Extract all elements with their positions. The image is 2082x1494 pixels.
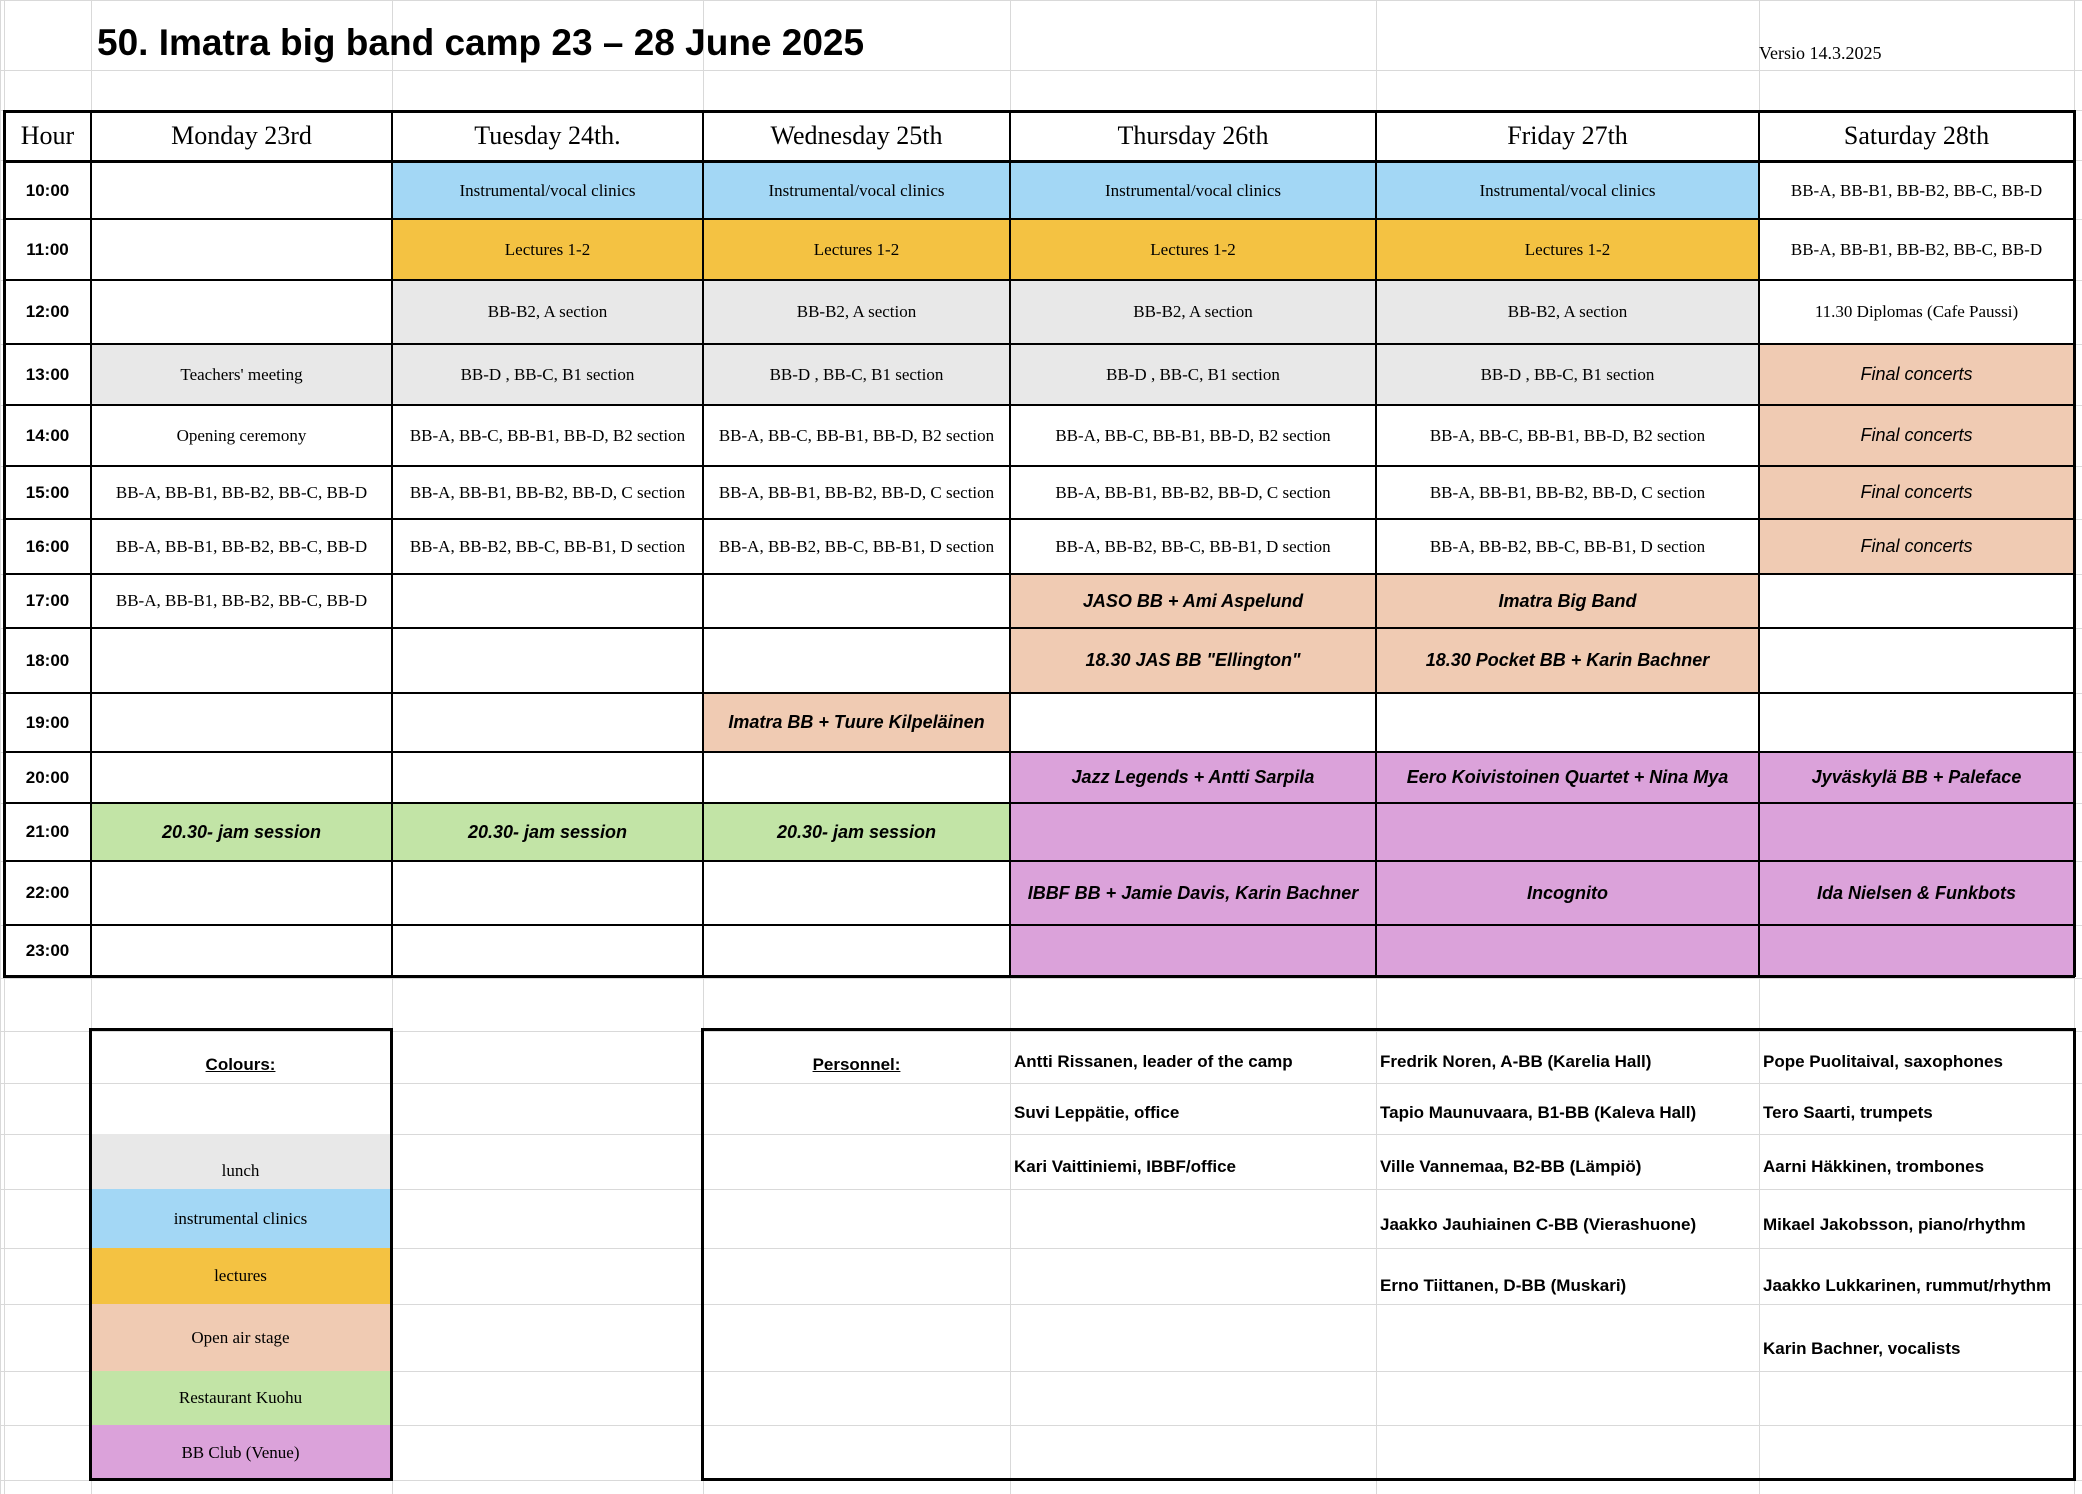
schedule-cell (1759, 574, 2074, 628)
schedule-cell: Instrumental/vocal clinics (703, 163, 1010, 219)
schedule-cell: BB-A, BB-C, BB-B1, BB-D, B2 section (718, 425, 995, 445)
schedule-cell: BB-A, BB-B1, BB-B2, BB-C, BB-D (115, 536, 368, 556)
hour-label: 16:00 (25, 536, 70, 556)
schedule-cell (91, 861, 392, 925)
legend-border-right (390, 1028, 393, 1480)
day-header: Thursday 26th (1117, 121, 1269, 150)
schedule-cell (1376, 925, 1759, 976)
schedule-cell: 20.30- jam session (703, 803, 1010, 861)
schedule-cell: BB-D , BB-C, B1 section (392, 344, 703, 405)
schedule-cell: Lectures 1-2 (1010, 219, 1376, 280)
schedule-cell (703, 925, 1010, 976)
schedule-cell: Final concerts (1759, 519, 2074, 574)
hour-label: 22:00 (25, 883, 70, 902)
schedule-cell: Jazz Legends + Antti Sarpila (1010, 752, 1376, 803)
schedule-cell: BB-B2, A section (392, 280, 703, 344)
row-divider (4, 924, 2074, 926)
hour-label: 20:00 (25, 767, 70, 787)
column-divider (2073, 110, 2076, 977)
schedule-cell (392, 693, 703, 752)
row-divider (4, 465, 2074, 467)
schedule-cell: BB-D , BB-C, B1 section (1010, 344, 1376, 405)
schedule-cell: BB-A, BB-B1, BB-B2, BB-D, C section (409, 482, 686, 502)
schedule-cell: BB-A, BB-B2, BB-C, BB-B1, D section (718, 536, 995, 556)
schedule-cell: Imatra Big Band (1376, 574, 1759, 628)
schedule-cell (1759, 803, 2074, 861)
personnel-entry: Erno Tiittanen, D-BB (Muskari) (1380, 1276, 1627, 1295)
schedule-cell: Ida Nielsen & Funkbots (1759, 861, 2074, 925)
schedule-cell: BB-B2, A section (703, 280, 1010, 344)
schedule-cell (1010, 803, 1376, 861)
schedule-cell: Eero Koivistoinen Quartet + Nina Mya (1376, 752, 1759, 803)
row-divider (4, 627, 2074, 629)
schedule-cell: BB-A, BB-B1, BB-B2, BB-C, BB-D (115, 591, 368, 610)
row-divider (4, 692, 2074, 694)
schedule-cell (91, 925, 392, 976)
schedule-cell: BB-A, BB-B1, BB-B2, BB-D, C section (1055, 482, 1331, 502)
schedule-cell (392, 861, 703, 925)
legend-item-lunch: lunch (90, 1134, 391, 1189)
schedule-cell: 20.30- jam session (91, 803, 392, 861)
column-divider (1009, 110, 1011, 977)
personnel-entry: Suvi Leppätie, office (1014, 1103, 1180, 1122)
personnel-entry: Tero Saarti, trumpets (1763, 1103, 1933, 1122)
hour-label: 10:00 (25, 181, 70, 200)
schedule-cell (392, 574, 703, 628)
schedule-cell: BB-A, BB-B1, BB-B2, BB-C, BB-D (1790, 239, 2043, 259)
personnel-title: Personnel: (812, 1055, 901, 1074)
hour-label: 17:00 (25, 591, 70, 610)
personnel-entry: Tapio Maunuvaara, B1-BB (Kaleva Hall) (1380, 1103, 1697, 1122)
schedule-cell (91, 752, 392, 803)
personnel-border-right (2073, 1028, 2076, 1480)
schedule-cell: Instrumental/vocal clinics (392, 163, 703, 219)
schedule-cell: Incognito (1376, 861, 1759, 925)
schedule-cell: BB-B2, A section (1376, 280, 1759, 344)
grid-h-line (0, 70, 2082, 71)
column-divider (1375, 110, 1377, 977)
hour-label: 18:00 (25, 650, 70, 670)
schedule-cell: Final concerts (1759, 466, 2074, 519)
hour-label: 21:00 (25, 822, 70, 841)
schedule-cell: BB-A, BB-B2, BB-C, BB-B1, D section (1429, 536, 1706, 556)
personnel-entry: Aarni Häkkinen, trombones (1763, 1157, 1985, 1176)
legend-item-openair: Open air stage (90, 1304, 391, 1371)
schedule-cell (1010, 925, 1376, 976)
schedule-cell (392, 752, 703, 803)
schedule-cell: BB-B2, A section (1010, 280, 1376, 344)
schedule-cell: BB-A, BB-B1, BB-B2, BB-D, C section (1429, 482, 1706, 502)
hour-label: 19:00 (25, 712, 70, 732)
version-label: Versio 14.3.2025 (1759, 43, 1882, 63)
hour-column-header: Hour (20, 121, 75, 150)
schedule-cell (1759, 925, 2074, 976)
schedule-cell: JASO BB + Ami Aspelund (1010, 574, 1376, 628)
row-divider (4, 343, 2074, 345)
schedule-cell: Lectures 1-2 (392, 219, 703, 280)
schedule-cell: Imatra BB + Tuure Kilpeläinen (703, 693, 1010, 752)
personnel-entry: Antti Rissanen, leader of the camp (1014, 1052, 1293, 1071)
row-divider (4, 802, 2074, 804)
schedule-cell (91, 280, 392, 344)
row-divider (4, 860, 2074, 862)
schedule-cell: Final concerts (1759, 405, 2074, 466)
schedule-cell: BB-D , BB-C, B1 section (1376, 344, 1759, 405)
grid-h-line (0, 978, 2082, 979)
day-header: Friday 27th (1507, 121, 1628, 150)
schedule-cell (703, 752, 1010, 803)
hour-label: 15:00 (25, 482, 70, 502)
day-header: Monday 23rd (171, 121, 312, 150)
schedule-cell: BB-A, BB-B2, BB-C, BB-B1, D section (1055, 536, 1331, 556)
schedule-cell (1010, 693, 1376, 752)
schedule-cell: BB-A, BB-C, BB-B1, BB-D, B2 section (409, 425, 686, 445)
table-border-top (3, 110, 2075, 113)
schedule-cell: BB-A, BB-B1, BB-B2, BB-C, BB-D (1790, 181, 2043, 200)
legend-item-lectures: lectures (90, 1248, 391, 1304)
schedule-cell (703, 574, 1010, 628)
schedule-cell: Instrumental/vocal clinics (1376, 163, 1759, 219)
schedule-cell: 11.30 Diplomas (Cafe Paussi) (1814, 302, 2019, 321)
hour-label: 12:00 (25, 302, 70, 321)
personnel-entry: Karin Bachner, vocalists (1763, 1339, 1961, 1358)
day-header: Saturday 28th (1843, 121, 1990, 150)
schedule-cell: Final concerts (1759, 344, 2074, 405)
legend-item-clinics: instrumental clinics (90, 1189, 391, 1248)
legend-border-bottom (89, 1478, 393, 1481)
legend-border-left (89, 1028, 92, 1480)
personnel-entry: Jaakko Lukkarinen, rummut/rhythm (1763, 1276, 2052, 1295)
personnel-entry: Ville Vannemaa, B2-BB (Lämpiö) (1380, 1157, 1642, 1176)
schedule-cell (1376, 803, 1759, 861)
schedule-cell: BB-A, BB-B1, BB-B2, BB-D, C section (718, 482, 995, 502)
schedule-cell: Jyväskylä BB + Paleface (1759, 752, 2074, 803)
schedule-cell: Teachers' meeting (91, 344, 392, 405)
hour-label: 13:00 (25, 364, 70, 384)
table-border-bottom (3, 975, 2075, 978)
schedule-cell (1376, 693, 1759, 752)
row-divider (4, 404, 2074, 406)
schedule-cell: BB-A, BB-C, BB-B1, BB-D, B2 section (1429, 425, 1706, 445)
personnel-border-left (701, 1028, 704, 1480)
schedule-cell (703, 861, 1010, 925)
row-divider (4, 751, 2074, 753)
column-divider (1758, 110, 1760, 977)
legend-item-restaurant: Restaurant Kuohu (90, 1371, 391, 1425)
schedule-cell: 20.30- jam session (392, 803, 703, 861)
schedule-cell (91, 219, 392, 280)
schedule-cell (91, 163, 392, 219)
schedule-cell: Opening ceremony (176, 425, 307, 445)
row-divider (4, 218, 2074, 220)
legend-border-top (89, 1028, 393, 1031)
personnel-entry: Jaakko Jauhiainen C-BB (Vierashuone) (1380, 1215, 1697, 1234)
schedule-cell: Lectures 1-2 (703, 219, 1010, 280)
hour-label: 14:00 (25, 425, 70, 445)
day-header: Wednesday 25th (770, 121, 943, 150)
row-divider (4, 518, 2074, 520)
column-divider (90, 110, 92, 977)
schedule-cell (91, 628, 392, 693)
grid-v-line (0, 0, 1, 1494)
schedule-cell: BB-A, BB-C, BB-B1, BB-D, B2 section (1055, 425, 1331, 445)
grid-h-line (0, 1031, 2082, 1032)
row-divider (4, 279, 2074, 281)
column-divider (391, 110, 393, 977)
personnel-border-bottom (701, 1478, 2076, 1481)
legend-item-club: BB Club (Venue) (90, 1425, 391, 1480)
schedule-cell: 18.30 JAS BB "Ellington" (1010, 628, 1376, 693)
schedule-cell: BB-A, BB-B2, BB-C, BB-B1, D section (409, 536, 686, 556)
personnel-entry: Fredrik Noren, A-BB (Karelia Hall) (1380, 1052, 1652, 1071)
schedule-cell (392, 628, 703, 693)
schedule-cell: Instrumental/vocal clinics (1010, 163, 1376, 219)
schedule-cell: 18.30 Pocket BB + Karin Bachner (1376, 628, 1759, 693)
schedule-cell (392, 925, 703, 976)
schedule-cell: IBBF BB + Jamie Davis, Karin Bachner (1010, 861, 1376, 925)
schedule-cell (703, 628, 1010, 693)
day-header: Tuesday 24th. (474, 121, 621, 150)
personnel-border-top (701, 1028, 2076, 1031)
column-divider (702, 110, 704, 977)
page-title: 50. Imatra big band camp 23 – 28 June 2025 (97, 22, 865, 63)
hour-label: 11:00 (26, 239, 69, 259)
header-underline (3, 160, 2075, 163)
column-divider (3, 110, 6, 977)
personnel-entry: Mikael Jakobsson, piano/rhythm (1763, 1215, 2026, 1234)
legend-title: Colours: (205, 1055, 276, 1074)
personnel-entry: Kari Vaittiniemi, IBBF/office (1014, 1157, 1236, 1176)
schedule-cell: BB-A, BB-B1, BB-B2, BB-C, BB-D (115, 482, 368, 502)
hour-label: 23:00 (25, 940, 70, 960)
grid-h-line (0, 0, 2082, 1)
schedule-cell (1759, 693, 2074, 752)
schedule-cell: BB-D , BB-C, B1 section (703, 344, 1010, 405)
personnel-entry: Pope Puolitaival, saxophones (1763, 1052, 2003, 1071)
schedule-cell: Lectures 1-2 (1376, 219, 1759, 280)
row-divider (4, 573, 2074, 575)
schedule-cell (1759, 628, 2074, 693)
schedule-cell (91, 693, 392, 752)
